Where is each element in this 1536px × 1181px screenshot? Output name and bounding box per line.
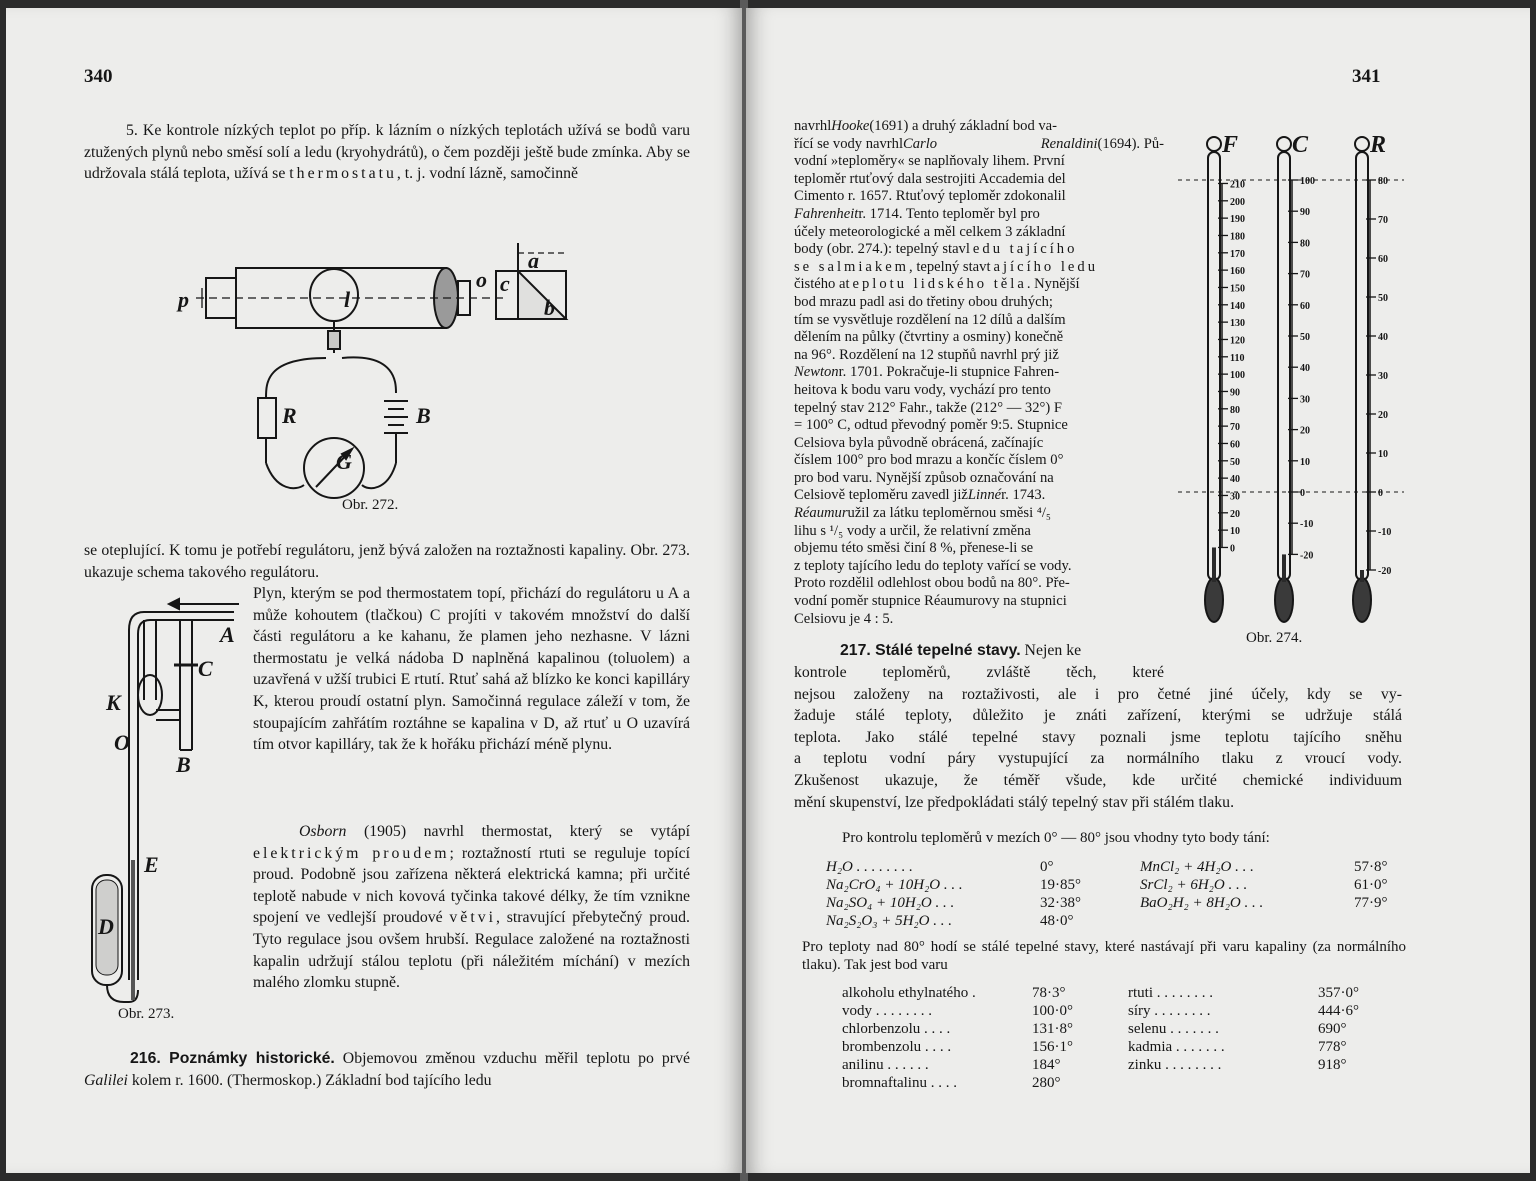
- section-217-line: kontrole teploměrů, zvláště těch, které: [794, 664, 1164, 681]
- thermometer-tube: [1356, 152, 1368, 580]
- page-number-right: 341: [1352, 66, 1381, 87]
- table-value: 77·9°: [1354, 895, 1388, 911]
- table-row: [842, 1056, 1102, 1074]
- fig272-label-b: b: [544, 295, 555, 320]
- history-text: Hooke: [831, 118, 870, 134]
- thermometer-tick-label: 200: [1230, 196, 1245, 208]
- history-line: [794, 224, 1164, 242]
- history-text: = 100° C, odtud převodný poměr 9:5. Stupnice: [794, 417, 1068, 434]
- table-label: SrCl₂ + 6H₂O . . .: [1140, 877, 1248, 893]
- history-text: , tepelný stav: [909, 258, 987, 275]
- thermometer-tick-label: 10: [1230, 526, 1240, 538]
- history-line: [794, 470, 1164, 488]
- history-text: užil za látku teploměrnou směsi ⁴/₅: [847, 505, 1052, 522]
- thermometer-tick-label: 60: [1230, 439, 1240, 451]
- osborn-text-2: ; roztažností rtuti se reguluje topící proud. Podobně jsou zařízena některá elektrická kamna; při určité teplotě nabude v nich kovová tyčinka takové délky, že tím vznikne spojení ve vedlejší proudové: [253, 844, 691, 927]
- history-line: [794, 241, 1164, 259]
- fig273-label-C: C: [198, 656, 213, 681]
- thermometer-tick-label: 20: [1230, 508, 1240, 520]
- section-217-line: a teplotu vodní páry vystupující za normálního tlaku z vroucí vody.: [794, 750, 1402, 768]
- table-row: [826, 912, 1106, 930]
- table-row: [842, 984, 1102, 1002]
- paragraph-above-80: Pro teploty nad 80° hodí se stálé tepelné stavy, které nastávají při varu kapaliny (za normálního tlaku). Tak jest bod varu: [802, 939, 1406, 973]
- table-label: brombenzolu . . . .: [842, 1039, 952, 1055]
- thermometer-tick-label: 210: [1230, 179, 1245, 191]
- history-text: dělením na půlky (čtvrtiny a osminy) konečně: [794, 329, 1064, 346]
- thermometer-tick-label: -20: [1378, 566, 1392, 577]
- thermometer-tick-label: -10: [1300, 519, 1314, 531]
- page-number-left: 340: [84, 66, 113, 87]
- history-text: r. 1743.: [1001, 487, 1046, 504]
- history-text: se salmiakem: [794, 258, 910, 275]
- thermometer-tick-label: 70: [1230, 422, 1240, 434]
- history-line: [794, 575, 1164, 593]
- history-text: vodní poměr stupnice Réaumurovy na stupnici: [794, 593, 1067, 610]
- history-line: [794, 382, 1164, 400]
- history-text: z teploty tajícího ledu do teploty vařící se vody.: [794, 557, 1072, 574]
- history-text: tajícího ledu: [986, 258, 1098, 275]
- section-217-line: teplota. Jako stálé tepelné stavy poznali jsme teplotu tajícího sněhu: [794, 728, 1402, 746]
- thermometer-tick-label: 40: [1230, 474, 1240, 486]
- history-text: heitova k bodu varu vody, vychází pro tento: [794, 381, 1051, 398]
- paragraph-5-text: 5. Ke kontrole nízkých teplot po příp. k lázním o nízkých teplotách užívá se bodů varu ztužených plynů nebo směsí solí a ledu (kryohydrátů), o čem později ještě bude zmínka. Aby se udržovala stálá teplota, užívá se: [84, 122, 690, 183]
- table-value: 280°: [1032, 1075, 1061, 1091]
- table-label: chlorbenzolu . . . .: [842, 1021, 951, 1037]
- thermometer-bulb: [1275, 578, 1293, 622]
- history-line: [794, 206, 1164, 224]
- thermometer-tick-label: 60: [1378, 254, 1388, 265]
- caption-figure-273: Obr. 273.: [118, 1006, 175, 1022]
- history-text: pro bod varu. Nynější způsob označování na: [794, 469, 1054, 486]
- thermometer-mercury: [1282, 554, 1286, 582]
- fig273-label-E: E: [144, 852, 159, 877]
- thermometer-tick-label: 70: [1378, 215, 1388, 226]
- boiling-points-left: [842, 984, 1102, 1092]
- table-row: [1140, 876, 1410, 894]
- section-216: [84, 1048, 690, 1091]
- table-row: [842, 1074, 1102, 1092]
- thermometer-tick-label: -20: [1300, 550, 1314, 562]
- history-line: [794, 558, 1164, 576]
- history-line: [794, 523, 1164, 541]
- thermometer-tick-label: 50: [1230, 456, 1240, 468]
- history-line: [794, 171, 1164, 189]
- fig272-label-p: p: [178, 287, 189, 312]
- table-row: [826, 858, 1106, 876]
- thermometer-tick-label: 10: [1378, 449, 1388, 460]
- table-label: BaO₂H₂ + 8H₂O . . .: [1140, 895, 1264, 911]
- table-row: [1128, 1056, 1388, 1074]
- table-value: 19·85°: [1040, 877, 1081, 893]
- section-217-start: [794, 640, 1164, 662]
- fig273-label-O: O: [114, 730, 130, 755]
- table-row: [1128, 1038, 1388, 1056]
- thermometer-bulb: [1353, 578, 1371, 622]
- history-text: teplotu lidského těla: [845, 276, 1027, 293]
- figure-274: [1178, 120, 1408, 640]
- table-label: Na₂SO₄ + 10H₂O . . .: [826, 895, 955, 911]
- history-text: . Nynější: [1026, 276, 1080, 293]
- thermometer-tick-label: 30: [1378, 371, 1388, 382]
- table-value: 32·38°: [1040, 895, 1081, 911]
- caption-figure-272: Obr. 272.: [342, 497, 399, 513]
- table-value: 100·0°: [1032, 1003, 1073, 1019]
- history-text: tím se vysvětluje rozdělení na 12 dílů a dalším: [794, 311, 1066, 328]
- thermometer-tick-label: 40: [1300, 363, 1310, 375]
- history-line: [794, 347, 1164, 365]
- table-value: 48·0°: [1040, 913, 1074, 929]
- thermometer-bulb: [1205, 578, 1223, 622]
- fig273-label-D: D: [98, 914, 114, 939]
- history-text: teploměr rtuťový dala sestrojiti Accademia del: [794, 170, 1066, 187]
- thermometer-tick-label: 120: [1230, 335, 1245, 347]
- table-label: rtuti . . . . . . . .: [1128, 985, 1213, 1001]
- history-line: [794, 276, 1164, 294]
- fig272-label-G: G: [336, 449, 352, 474]
- history-line: [794, 153, 1164, 171]
- history-text: vodní »teploměry« se naplňovaly lihem. První: [794, 153, 1065, 170]
- history-text: Fahrenheit: [794, 205, 859, 222]
- table-label: kadmia . . . . . . .: [1128, 1039, 1225, 1055]
- thermometer-tick-label: 0: [1378, 488, 1383, 499]
- fig272-label-l: l: [344, 287, 351, 312]
- table-value: 78·3°: [1032, 985, 1066, 1001]
- table-label: alkoholu ethylnatého .: [842, 985, 976, 1001]
- table-value: 444·6°: [1318, 1003, 1359, 1019]
- thermometer-tick-label: 150: [1230, 283, 1245, 295]
- thermometer-tick-label: 50: [1300, 332, 1310, 343]
- osborn-spaced-1: elektrickým proudem: [253, 844, 450, 862]
- history-line: [794, 487, 1164, 505]
- fig273-label-B: B: [176, 752, 191, 777]
- fig272-label-R: R: [282, 403, 297, 428]
- thermometer-tick-label: -10: [1378, 527, 1392, 538]
- table-value: 0°: [1040, 859, 1054, 875]
- section-217-text: Nejen ke: [1020, 642, 1082, 659]
- paragraph-5-end: , t. j. vodní lázně, samočinně: [396, 165, 579, 183]
- table-label: anilinu . . . . . .: [842, 1057, 929, 1073]
- table-row: [842, 1002, 1102, 1020]
- history-text: Linné: [967, 487, 1002, 504]
- history-text: ledu tajícího: [965, 241, 1078, 258]
- figure-273: [84, 590, 254, 1010]
- thermometer-tube: [1208, 152, 1220, 580]
- history-line: [794, 294, 1164, 312]
- table-label: selenu . . . . . . .: [1128, 1021, 1219, 1037]
- history-text: Proto rozdělil odlehlost obou bodů na 80°. Pře-: [794, 575, 1070, 592]
- osborn-name: Osborn: [299, 823, 347, 840]
- history-text: účely meteorologické a měl celkem 3 základní: [794, 223, 1066, 240]
- section-217-line: mění skupenství, lze předpokládati stálý tepelný stav při stálém tlaku.: [794, 793, 1235, 811]
- table-value: 918°: [1318, 1057, 1347, 1073]
- page-340: [6, 8, 742, 1173]
- table-value: 61·0°: [1354, 877, 1388, 893]
- paragraph-regulator: Plyn, kterým se pod thermostatem topí, přichází do regulátoru u A a může kohoutem (tlačkou) C projíti v takovém množství do další části regulátoru a ke kahanu, že plamen jeho nezhasne. V lázni thermostatu je velká nádoba D naplněná kapalinou (toluolem) a uzavřená v užší trubici E rtutí. Rtuť sahá až blízko ke konci kapilláry K, kterou proudí ostatní plyn. Samočinná regulace záleží v tom, že stoupajícím zahřátím roztáhne se kapalina v D, až rtuť u O uzavírá tím otvor kapilláry, tak že k hořáku přichází méně plynu.: [253, 585, 690, 754]
- history-line: [794, 259, 1164, 277]
- paragraph-regulator-intro: se oteplující. K tomu je potřebí regulátoru, jenž bývá založen na roztažnosti kapaliny. Obr. 273. ukazuje schema takového regulátoru.: [84, 542, 690, 581]
- history-text: (1694). Pů-: [1097, 135, 1164, 152]
- table-row: [842, 1020, 1102, 1038]
- thermometer-tick-label: 140: [1230, 300, 1245, 312]
- history-text: bod mrazu padl asi do třetiny obou druhých;: [794, 293, 1053, 310]
- thermometer-tick-label: 80: [1378, 176, 1388, 187]
- history-text: Carlo Renaldini: [903, 135, 1098, 152]
- section-217-line: žaduje stálé teploty, důležito je znáti zařízení, kterými se udržuje stálá: [794, 707, 1402, 725]
- table-label: H₂O . . . . . . . .: [826, 859, 913, 875]
- history-line: [794, 329, 1164, 347]
- history-text: Cimento r. 1657. Rtuťový teploměr zdokonalil: [794, 188, 1066, 205]
- thermometer-tick-label: 180: [1230, 231, 1245, 243]
- osborn-text-1: (1905) navrhl thermostat, který se vytápí: [346, 823, 690, 840]
- paragraph-osborn: [253, 821, 690, 994]
- table-row: [1128, 984, 1388, 1002]
- history-text: Newton: [794, 364, 839, 381]
- thermometer-mercury: [1212, 547, 1216, 582]
- fig273-label-K: K: [106, 690, 121, 715]
- thermometer-tick-label: 10: [1300, 456, 1310, 468]
- thermometer-tick-label: 130: [1230, 318, 1245, 330]
- table-label: bromnaftalinu . . . .: [842, 1075, 957, 1091]
- table-row: [1140, 894, 1410, 912]
- osborn-spaced-2: větvi: [449, 909, 496, 927]
- history-line: [794, 417, 1164, 435]
- thermometer-scale-label: C: [1292, 132, 1309, 158]
- history-line: [794, 505, 1164, 523]
- thermometer-ring: [1277, 137, 1291, 151]
- thermometer-tick-label: 100: [1230, 370, 1245, 382]
- fig272-label-o: o: [476, 267, 487, 292]
- table-label: vody . . . . . . . .: [842, 1003, 932, 1019]
- thermometer-tick-label: 0: [1230, 543, 1235, 555]
- history-text: navrhl: [794, 118, 832, 134]
- thermometer-tick-label: 40: [1378, 332, 1388, 343]
- table-value: 131·8°: [1032, 1021, 1073, 1037]
- table-value: 690°: [1318, 1021, 1347, 1037]
- history-paragraph: [794, 118, 1164, 628]
- thermometer-tick-label: 160: [1230, 266, 1245, 278]
- table-label: MnCl₂ + 4H₂O . . .: [1140, 859, 1254, 875]
- table-value: 357·0°: [1318, 985, 1359, 1001]
- thermometer-mercury: [1360, 570, 1364, 582]
- history-text: Réaumur: [794, 505, 848, 522]
- control-line: Pro kontrolu teploměrů v mezích 0° — 80° jsou vhodny tyto body tání:: [842, 830, 1270, 846]
- history-line: [794, 118, 1164, 136]
- section-217-line: nejsou založeny na roztaživosti, ale i pro četné jiné účely, kdy se vy-: [794, 685, 1402, 703]
- history-text: čistého a: [794, 276, 846, 293]
- history-text: Celsiovu je 4 : 5.: [794, 610, 894, 627]
- table-value: 778°: [1318, 1039, 1347, 1055]
- table-label: Na₂S₂O₃ + 5H₂O . . .: [826, 913, 952, 929]
- history-line: [794, 611, 1164, 629]
- thermometer-tick-label: 80: [1300, 238, 1310, 250]
- fig272-label-B: B: [416, 403, 431, 428]
- thermometer-tick-label: 110: [1230, 352, 1245, 364]
- thermometer-tick-label: 90: [1230, 387, 1240, 399]
- melting-points-right: [1140, 858, 1410, 912]
- thermometer-tick-label: 20: [1300, 425, 1310, 437]
- boiling-points-right: [1128, 984, 1388, 1074]
- table-row: [842, 1038, 1102, 1056]
- history-line: [794, 136, 1164, 154]
- thermometer-tick-label: 50: [1378, 293, 1388, 304]
- heading-216: 216. Poznámky historické.: [130, 1050, 335, 1067]
- thermometer-tick-label: 0: [1300, 488, 1305, 499]
- melting-points-left: [826, 858, 1106, 930]
- galilei-name: Galilei: [84, 1071, 128, 1089]
- history-text: číslem 100° pro bod mrazu a končíc číslem 0°: [794, 452, 1064, 469]
- history-line: [794, 452, 1164, 470]
- section-216-end: kolem r. 1600. (Thermoskop.) Základní bod tajícího ledu: [127, 1071, 492, 1089]
- history-text: na 96°. Rozdělení na 12 stupňů navrhl prý již: [794, 346, 1059, 363]
- caption-figure-274: Obr. 274.: [1246, 630, 1303, 646]
- osborn-text-3: , stravující přebytečný proud. Tyto regulace jsou ovšem hrubší. Regulace založené na roztažnosti kapalin udržují stálou teplotu (při náležitém míchání) v mezích malého zlomku stupně.: [253, 909, 691, 992]
- history-text: r. 1701. Pokračuje-li stupnice Fahren-: [838, 364, 1060, 381]
- table-label: síry . . . . . . . .: [1128, 1003, 1211, 1019]
- fig272-label-c: c: [500, 271, 510, 296]
- history-text: Celsiova byla původně obrácená, začínajíc: [794, 434, 1044, 451]
- table-row: [1128, 1020, 1388, 1038]
- thermometer-tick-label: 20: [1378, 410, 1388, 421]
- thermometer-tick-label: 30: [1230, 491, 1240, 503]
- heading-217: 217. Stálé tepelné stavy.: [840, 642, 1021, 659]
- history-text: lihu s ¹/₅ vody a určil, že relativní změna: [794, 522, 1031, 539]
- thermometer-tick-label: 90: [1300, 207, 1310, 219]
- history-line: [794, 435, 1164, 453]
- paragraph-5: [84, 120, 690, 185]
- table-row: [826, 876, 1106, 894]
- thermometer-tick-label: 60: [1300, 300, 1310, 312]
- table-row: [826, 894, 1106, 912]
- history-text: objemu této směsi činí 8 %, přenese-li se: [794, 540, 1034, 557]
- fig273-label-A: A: [220, 622, 235, 647]
- table-label: Na₂CrO₄ + 10H₂O . . .: [826, 877, 963, 893]
- history-line: [794, 364, 1164, 382]
- thermometer-tick-label: 100: [1300, 176, 1315, 187]
- history-text: body (obr. 274.): tepelný stav: [794, 241, 966, 258]
- thermometer-tube: [1278, 152, 1290, 580]
- thermometer-tick-label: 30: [1300, 394, 1310, 406]
- history-text: řící se vody navrhl: [794, 135, 904, 152]
- history-line: [794, 593, 1164, 611]
- page-341: [746, 8, 1530, 1173]
- history-line: [794, 312, 1164, 330]
- paragraph-5-spaced: thermostatu: [289, 165, 397, 183]
- history-text: r. 1714. Tento teploměr byl pro: [858, 205, 1040, 222]
- thermometer-ring: [1207, 137, 1221, 151]
- history-text: (1691) a druhý základní bod va-: [869, 118, 1058, 134]
- table-value: 57·8°: [1354, 859, 1388, 875]
- thermometer-tick-label: 170: [1230, 248, 1245, 260]
- thermometer-tick-label: 190: [1230, 214, 1245, 226]
- history-text: Celsiově teploměru zavedl již: [794, 487, 968, 504]
- table-row: [1128, 1002, 1388, 1020]
- table-value: 184°: [1032, 1057, 1061, 1073]
- table-label: zinku . . . . . . . .: [1128, 1057, 1222, 1073]
- figure-272: [166, 223, 606, 523]
- thermometer-tick-label: 80: [1230, 404, 1240, 416]
- thermometer-ring: [1355, 137, 1369, 151]
- history-text: tepelný stav 212° Fahr., takže (212° — 32°) F: [794, 399, 1062, 416]
- section-217-line: Zkušenost ukazuje, že téměř všude, kde určité chemické individuum: [794, 771, 1402, 789]
- table-row: [1140, 858, 1410, 876]
- history-line: [794, 540, 1164, 558]
- history-line: [794, 188, 1164, 206]
- fig272-label-a: a: [528, 248, 539, 273]
- history-line: [794, 400, 1164, 418]
- thermometer-tick-label: 70: [1300, 269, 1310, 281]
- table-value: 156·1°: [1032, 1039, 1073, 1055]
- thermometer-scale-label: F: [1222, 132, 1239, 158]
- section-216-text: Objemovou změnou vzduchu měřil teplotu po prvé: [334, 1050, 690, 1067]
- thermometer-scale-label: R: [1370, 132, 1387, 158]
- section-217-body: [794, 662, 1402, 813]
